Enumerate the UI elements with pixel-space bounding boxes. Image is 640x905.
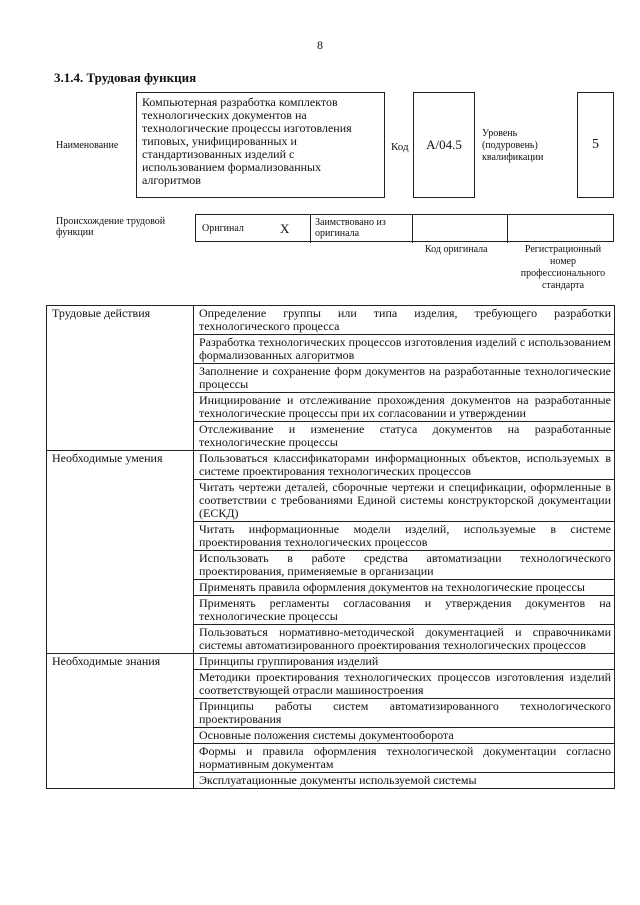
section-item-cell: Разработка технологических процессов изготовления изделий с использованием формализованных алгоритмов: [194, 335, 615, 364]
section-item-cell: Инициирование и отслеживание прохождения документов на разработанные технологические процессы при их согласовании и утверждении: [194, 393, 615, 422]
section-item-cell: Использовать в работе средства автоматизации технологического проектирования, применяемые в организации: [194, 551, 615, 580]
section-item-cell: Читать информационные модели изделий, используемые в системе проектирования технологических процессов: [194, 522, 615, 551]
function-name-box: Компьютерная разработка комплектов технологических документов на технологические процессы изготовления типовых, унифицированных и стандартизованных изделий с использованием формализованных алгоритмов: [136, 92, 385, 198]
section-item-cell: Принципы группирования изделий: [194, 654, 615, 670]
page-number: 8: [317, 38, 323, 52]
origin-label: Происхождение трудовой функции: [56, 216, 166, 238]
section-item-cell: Читать чертежи деталей, сборочные чертежи и спецификации, оформленные в соответствии с требованиями Единой системы конструкторской документации (ЕСКД): [194, 480, 615, 522]
function-table: [46, 305, 615, 789]
code-label: Код: [391, 141, 409, 153]
code-original-caption: Код оригинала: [425, 244, 488, 255]
section-item-cell: Основные положения системы документооборота: [194, 728, 615, 744]
table-row: [47, 306, 615, 335]
section-item-cell: Отслеживание и изменение статуса документов на разработанные технологические процессы: [194, 422, 615, 451]
qualification-level-label: Уровень (подуровень) квалификации: [482, 128, 544, 163]
origin-row: [195, 214, 614, 242]
section-title-cell: Необходимые умения: [47, 451, 194, 654]
original-label: Оригинал: [202, 223, 244, 234]
section-item-cell: Эксплуатационные документы используемой системы: [194, 773, 615, 789]
section-item-cell: Определение группы или типа изделия, требующего разработки технологического процесса: [194, 306, 615, 335]
table-row: [47, 654, 615, 670]
origin-borrowed-cell: [311, 215, 413, 243]
table-row: [47, 451, 615, 480]
origin-reg-number-cell: [508, 215, 613, 243]
section-item-cell: Заполнение и сохранение форм документов на разработанные технологические процессы: [194, 364, 615, 393]
section-item-cell: Формы и правила оформления технологической документации согласно нормативным документам: [194, 744, 615, 773]
original-mark: X: [280, 221, 290, 236]
borrowed-label: Заимствовано из оригинала: [315, 217, 386, 239]
origin-code-cell: [413, 215, 508, 243]
code-value-box: А/04.5: [413, 92, 475, 198]
name-label: Наименование: [56, 140, 119, 151]
section-title-cell: Трудовые действия: [47, 306, 194, 451]
section-item-cell: Принципы работы систем автоматизированного технологического проектирования: [194, 699, 615, 728]
origin-original-cell: [196, 215, 311, 243]
section-title-cell: Необходимые знания: [47, 654, 194, 789]
section-item-cell: Пользоваться нормативно-методической документацией и справочниками системы автоматизированного проектирования технологических процессов: [194, 625, 615, 654]
reg-number-caption: Регистрационный номер профессионального стандарта: [520, 244, 606, 291]
section-item-cell: Методики проектирования технологических процессов изготовления изделий соответствующей отрасли машиностроения: [194, 670, 615, 699]
section-item-cell: Пользоваться классификаторами информационных объектов, используемых в системе проектирования технологических процессов: [194, 451, 615, 480]
section-item-cell: Применять регламенты согласования и утверждения документов на технологические процессы: [194, 596, 615, 625]
section-title: 3.1.4. Трудовая функция: [54, 70, 197, 85]
section-item-cell: Применять правила оформления документов на технологические процессы: [194, 580, 615, 596]
qualification-level-box: 5: [577, 92, 614, 198]
